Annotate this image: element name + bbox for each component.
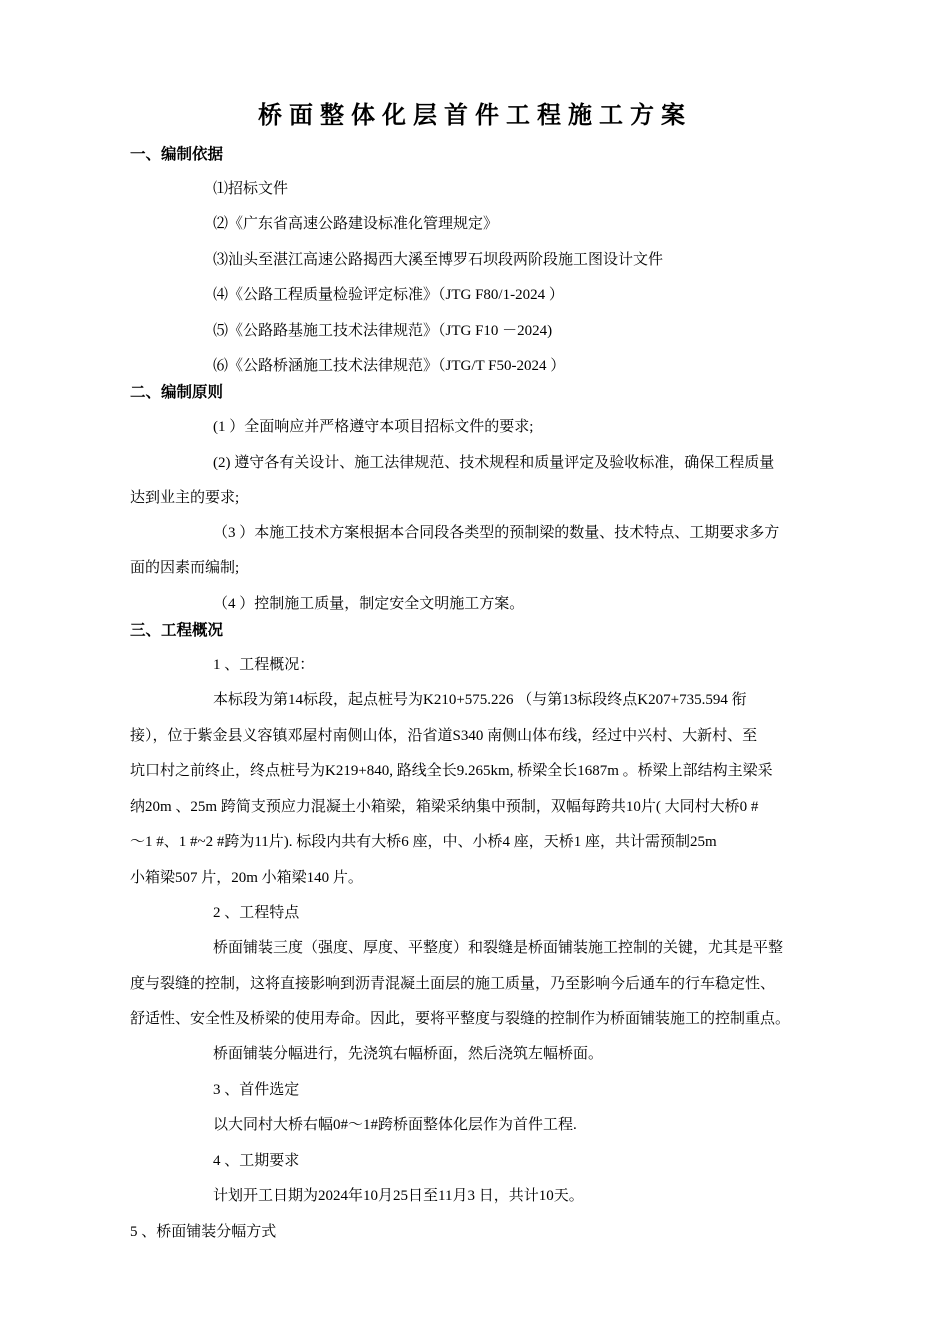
features-para-line-1: 桥面铺装三度（强度、厚度、平整度）和裂缝是桥面铺装施工控制的关键，尤其是平整 (213, 940, 784, 956)
overview-sub-5: 5 、桥面铺装分幅方式 (130, 1224, 277, 1240)
basis-item-2: ⑵《广东省高速公路建设标准化管理规定》 (213, 216, 499, 232)
section-heading-overview: 三、工程概况 (130, 622, 224, 639)
basis-item-1: ⑴招标文件 (213, 181, 289, 197)
section-heading-principles: 二、编制原则 (130, 384, 224, 401)
overview-para-1-line-3: 坑口村之前终止，终点桩号为K219+840, 路线全长9.265km, 桥梁全长1687m 。桥梁上部结构主梁采 (130, 763, 773, 779)
overview-para-1-line-2: 接），位于紫金县义容镇邓屋村南侧山体，沿省道S340 南侧山体布线，经过中兴村、大新村、至 (130, 728, 758, 744)
features-para-2: 桥面铺装分幅进行，先浇筑右幅桥面，然后浇筑左幅桥面。 (213, 1046, 604, 1062)
overview-para-1-line-5: ～1 #、1 #~2 #跨为11片). 标段内共有大桥6 座，中、小桥4 座，天桥1 座，共计需预制25m (130, 834, 717, 850)
principle-1: (1 ）全面响应并严格遵守本项目招标文件的要求; (213, 419, 534, 435)
principle-2-line-2: 达到业主的要求; (130, 490, 240, 506)
principle-2-line-1: (2) 遵守各有关设计、施工法律规范、技术规程和质量评定及验收标准，确保工程质量 (213, 455, 775, 471)
basis-item-4: ⑷《公路工程质量检验评定标准》（JTG F80/1-2024 ） (213, 287, 564, 303)
overview-sub-1: 1 、工程概况： (213, 657, 315, 673)
overview-sub-2: 2 、工程特点 (213, 905, 300, 921)
schedule-para: 计划开工日期为2024年10月25日至11月3 日，共计10天。 (213, 1188, 584, 1204)
basis-item-6: ⑹《公路桥涵施工技术法律规范》（JTG/T F50-2024 ） (213, 358, 566, 374)
basis-item-3: ⑶汕头至湛江高速公路揭西大溪至博罗石坝段两阶段施工图设计文件 (213, 252, 664, 268)
principle-3-line-2: 面的因素而编制; (130, 560, 240, 576)
features-para-line-2: 度与裂缝的控制，这将直接影响到沥青混凝土面层的施工质量，乃至影响今后通车的行车稳定性、 (130, 976, 776, 992)
first-piece-para: 以大同村大桥右幅0#～1#跨桥面整体化层作为首件工程. (213, 1117, 577, 1133)
overview-sub-4: 4 、工期要求 (213, 1153, 300, 1169)
basis-item-5: ⑸《公路路基施工技术法律规范》（JTG F10 －2024) (213, 323, 553, 339)
principle-3-line-1: （3 ）本施工技术方案根据本合同段各类型的预制梁的数量、技术特点、工期要求多方 (213, 525, 780, 541)
overview-para-1-line-6: 小箱梁507 片，20m 小箱梁140 片。 (130, 870, 363, 886)
overview-para-1-line-4: 纳20m 、25m 跨简支预应力混凝土小箱梁，箱梁采纳集中预制，双幅每跨共10片( 大同村大桥0 # (130, 799, 759, 815)
features-para-line-3: 舒适性、安全性及桥梁的使用寿命。因此，要将平整度与裂缝的控制作为桥面铺装施工的控制重点。 (130, 1011, 791, 1027)
overview-para-1-line-1: 本标段为第14标段，起点桩号为K210+575.226 （与第13标段终点K207+735.594 衔 (213, 692, 747, 708)
section-heading-basis: 一、编制依据 (130, 146, 224, 163)
principle-4: （4 ）控制施工质量，制定安全文明施工方案。 (213, 596, 525, 612)
overview-sub-3: 3 、首件选定 (213, 1082, 300, 1098)
document-title: 桥面整体化层首件工程施工方案 (258, 103, 692, 129)
